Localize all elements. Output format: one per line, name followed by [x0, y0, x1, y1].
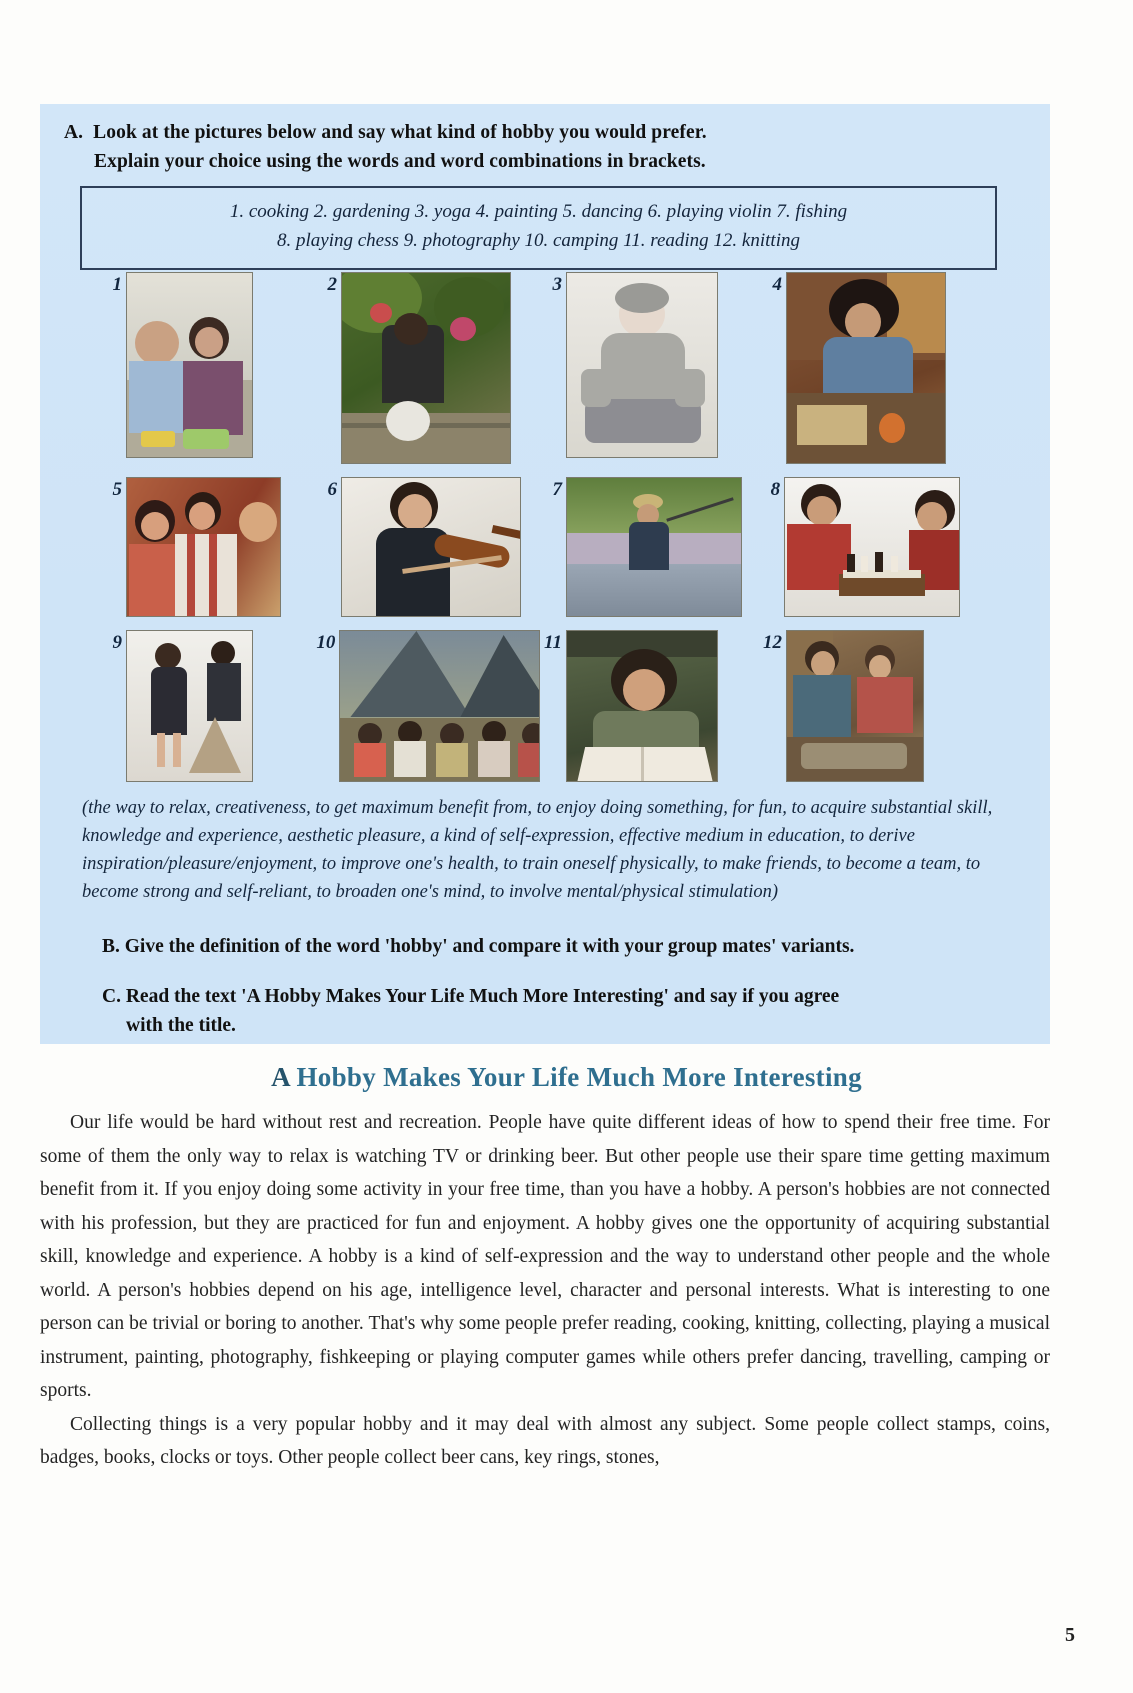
picture-gardening: [341, 272, 511, 464]
word-list-line-2: 8. playing chess 9. photography 10. camping 11. reading 12. knitting: [277, 230, 800, 252]
task-a-line2: Explain your choice using the words and word combinations in brackets.: [94, 151, 706, 173]
picture-reading: [566, 630, 718, 782]
picture-number-10: 10: [316, 632, 336, 653]
task-b: B. Give the definition of the word 'hobby' and compare it with your group mates' variants.: [102, 936, 855, 957]
picture-photography: [126, 630, 253, 782]
picture-painting: [786, 272, 946, 464]
picture-number-7: 7: [552, 479, 562, 500]
picture-number-1: 1: [112, 274, 122, 295]
article-title-first-word: A: [271, 1062, 290, 1092]
task-a: [64, 118, 1024, 177]
picture-number-6: 6: [327, 479, 337, 500]
picture-playing-violin: [341, 477, 521, 617]
task-c: [102, 982, 1002, 1041]
word-list-box: [80, 186, 997, 270]
picture-cell-11: [540, 630, 760, 782]
picture-number-11: 11: [544, 632, 562, 653]
picture-fishing: [566, 477, 742, 617]
picture-number-12: 12: [763, 632, 782, 653]
word-list-line-1: 1. cooking 2. gardening 3. yoga 4. painting 5. dancing 6. playing violin 7. fishing: [229, 201, 848, 222]
picture-cooking: [126, 272, 253, 458]
picture-cell-1: [100, 272, 315, 464]
picture-grid: [100, 272, 1000, 795]
picture-number-2: 2: [327, 274, 337, 295]
article-paragraph-2: Collecting things is a very popular hobby and it may deal with almost any subject. Some people collect stamps, coins, badges, books, clocks or toys. Other people collect beer cans, key rings, stones,: [40, 1413, 1050, 1469]
picture-cell-4: [760, 272, 960, 464]
picture-dancing: [126, 477, 281, 617]
picture-row: [100, 272, 1000, 464]
picture-number-8: 8: [770, 479, 781, 500]
picture-playing-chess: [784, 477, 960, 617]
article-paragraph-1: Our life would be hard without rest and recreation. People have quite different ideas of how to spend their free time. For some of them the only way to relax is watching TV or drinking beer. But other people use their spare time getting maximum benefit from it. If you enjoy doing some activity in your free time, than you have a hobby. A person's hobbies are not connected with his profession, but they are practiced for fun and enjoyment. A hobby gives one the opportunity of acquiring substantial skill, knowledge and experience. A hobby is a kind of self-expression and the way to understand other people and the whole world. A person's hobbies depend on his age, intelligence level, character and personal interests. What is interesting to one person can be trivial or boring to another. That's why some people prefer reading, cooking, knitting, collecting, playing a musical instrument, painting, photography, fishkeeping or playing computer games while others prefer dancing, travelling, camping or sports.: [40, 1112, 1050, 1402]
article-title: [0, 1062, 1133, 1093]
picture-number-9: 9: [112, 632, 122, 653]
picture-cell-10: [315, 630, 540, 782]
picture-cell-12: [760, 630, 960, 782]
picture-cell-2: [315, 272, 540, 464]
picture-cell-8: [760, 477, 960, 617]
picture-yoga: [566, 272, 718, 458]
task-a-line1: Look at the pictures below and say what kind of hobby you would prefer.: [93, 122, 707, 143]
exercise-panel: [40, 104, 1050, 1044]
picture-cell-7: [540, 477, 760, 617]
picture-number-3: 3: [552, 274, 562, 295]
task-a-letter: A.: [64, 122, 84, 143]
picture-row: [100, 630, 1000, 782]
task-c-line2: with the title.: [126, 1015, 236, 1037]
picture-cell-5: [100, 477, 315, 617]
picture-number-5: 5: [112, 479, 122, 500]
article-title-rest: Hobby Makes Your Life Much More Interesting: [296, 1062, 862, 1092]
picture-number-4: 4: [772, 274, 782, 295]
picture-row: [100, 477, 1000, 617]
article-body: [40, 1106, 1050, 1475]
picture-cell-3: [540, 272, 760, 464]
picture-cell-9: [100, 630, 315, 782]
task-c-line1: C. Read the text 'A Hobby Makes Your Life Much More Interesting' and say if you agree: [102, 986, 840, 1007]
hint-words-note: (the way to relax, creativeness, to get maximum benefit from, to enjoy doing something, for fun, to acquire substantial skill, knowledge and experience, aesthetic pleasure, a kind of self-expression, effective medium in education, to derive inspiration/pleasure/enjoyment, to improve one's health, to train oneself physically, to make friends, to become a team, to become strong and self-reliant, to broaden one's mind, to involve mental/physical stimulation): [82, 798, 993, 903]
page-number: 5: [1065, 1624, 1075, 1646]
picture-camping: [339, 630, 540, 782]
picture-cell-6: [315, 477, 540, 617]
picture-knitting: [786, 630, 924, 782]
